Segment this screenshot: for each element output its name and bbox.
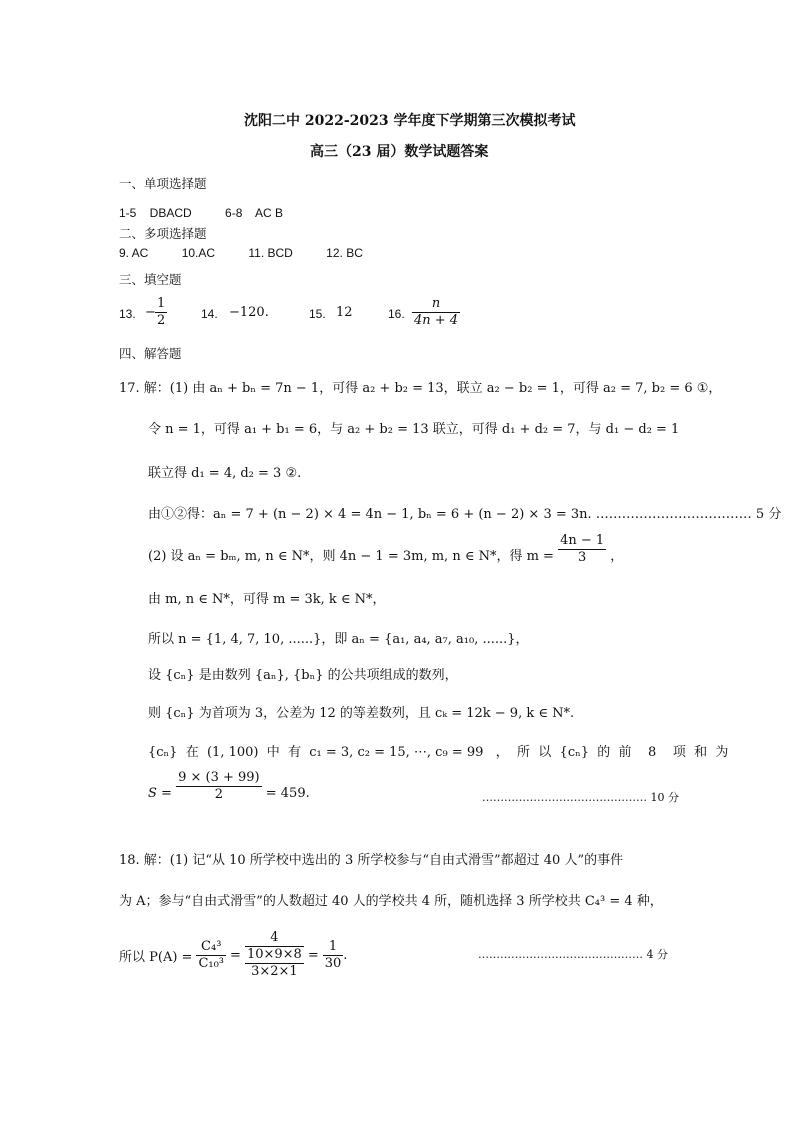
page-title-line1: 沈阳二中 2022-2023 学年度下学期第三次模拟考试 (244, 113, 576, 129)
p18-comb-denominator: C₁₀³ (198, 955, 225, 971)
p17-sum-denominator: 2 (214, 787, 223, 802)
p18-count-fraction (245, 930, 304, 980)
q16-denominator: 4n + 4 (414, 313, 459, 328)
q13-sign: − (145, 305, 156, 320)
p18-line2: 为 A；参与“自由式滑雪”的人数超过 40 人的学校共 4 所，随机选择 3 所学校共 C₄³ = 4 种， (119, 894, 663, 909)
q13-fraction (155, 296, 167, 329)
q16-fraction (412, 296, 460, 329)
p18-eq2: = (307, 947, 319, 963)
p17-line3: 联立得 d₁ = 4, d₂ = 3 ②. (148, 466, 302, 481)
p17-m-denominator: 3 (577, 550, 587, 565)
section-solutions: 四、解答题 (119, 346, 182, 361)
single-choice-answers: 1-5 DBACD 6-8 AC B (119, 206, 284, 220)
p17-line10: {cₙ} 在 (1, 100) 中 有 c₁ = 3, c₂ = 15, ⋯, c₉ = 99 ， 所 以 {cₙ} 的 前 8 项 和 为 (148, 745, 729, 760)
p17-line2: 令 n = 1，可得 a₁ + b₁ = 6，与 a₂ + b₂ = 13 联立，可得 d₁ + d₂ = 7，与 d₁ − d₂ = 1 (148, 422, 680, 437)
p18-eq1: = (230, 947, 241, 963)
p17-line9: 则 {cₙ} 为首项为 3，公差为 12 的等差数列，且 cₖ = 12k − 9, k ∈ N*. (148, 706, 575, 721)
p17-sum-fraction (176, 770, 262, 803)
q14-value: −120. (229, 305, 269, 320)
q16-numerator: n (412, 296, 460, 313)
p17-m-numerator: 4n − 1 (560, 533, 605, 548)
p18-prob-lhs: 所以 P(A) = (119, 949, 193, 965)
p18-inner-fraction (245, 947, 304, 980)
p18-result-numerator: 1 (323, 939, 344, 956)
q14-label: 14. (201, 307, 218, 321)
p17-line1: 17. 解：(1) 由 aₙ + bₙ = 7n − 1，可得 a₂ + b₂ = 13，联立 a₂ − b₂ = 1，可得 a₂ = 7, b₂ = 6 ①， (119, 381, 722, 396)
q15-label: 15. (309, 307, 326, 321)
p17-sum-lhs: S = (148, 786, 172, 801)
p18-score-4: ……………………………………… 4 分 (478, 948, 668, 961)
p18-result-fraction (323, 939, 344, 972)
multi-choice-answers: 9. AC 10.AC 11. BCD 12. BC (119, 246, 363, 260)
p17-line5 (148, 533, 624, 566)
p17-m-fraction (558, 533, 606, 566)
p17-score-10: ……………………………………… 10 分 (482, 791, 679, 804)
p17-line6: 由 m, n ∈ N*，可得 m = 3k, k ∈ N*， (148, 592, 386, 607)
p17-sum-numerator: 9 × (3 + 99) (178, 770, 260, 785)
p17-line5-comma: ， (610, 549, 624, 564)
p18-line3 (119, 930, 347, 980)
p18-inner-numerator: 10×9×8 (246, 947, 302, 962)
q16-label: 16. (388, 307, 405, 321)
p18-period: . (343, 947, 348, 963)
page-title-line2: 高三（23 届）数学试题答案 (310, 144, 489, 160)
q13-denominator: 2 (157, 313, 166, 328)
p17-line8: 设 {cₙ} 是由数列 {aₙ}, {bₙ} 的公共项组成的数列， (148, 668, 458, 683)
q15-value: 12 (336, 305, 353, 320)
p18-comb-numerator: C₄³ (196, 939, 226, 956)
p18-count-denominator (245, 947, 304, 980)
p18-result-denominator: 30 (324, 955, 342, 971)
section-multi-choice: 二、多项选择题 (119, 226, 207, 241)
p18-inner-denominator: 3×2×1 (251, 964, 298, 979)
q13-label: 13. (119, 307, 136, 321)
section-single-choice: 一、单项选择题 (119, 176, 207, 191)
p17-sum-rhs: = 459. (265, 786, 310, 801)
q13-numerator: 1 (157, 296, 166, 311)
p17-line5-text: (2) 设 aₙ = bₘ, m, n ∈ N*，则 4n − 1 = 3m, m, n ∈ N*，得 m = (148, 549, 554, 564)
p18-comb-fraction (196, 939, 226, 972)
p18-line1: 18. 解：(1) 记“从 10 所学校中选出的 3 所学校参与“自由式滑雪”都超过 40 人”的事件 (119, 853, 624, 868)
section-fill-blank: 三、填空题 (119, 272, 182, 287)
p18-count-numerator: 4 (245, 930, 304, 947)
p17-line7: 所以 n = {1, 4, 7, 10, ......}，即 aₙ = {a₁, a₄, a₇, a₁₀, ......}， (148, 632, 529, 647)
p17-line4: 由①②得：aₙ = 7 + (n − 2) × 4 = 4n − 1, bₙ = 6 + (n − 2) × 3 = 3n. ……………………………… 5 分 (148, 507, 782, 522)
